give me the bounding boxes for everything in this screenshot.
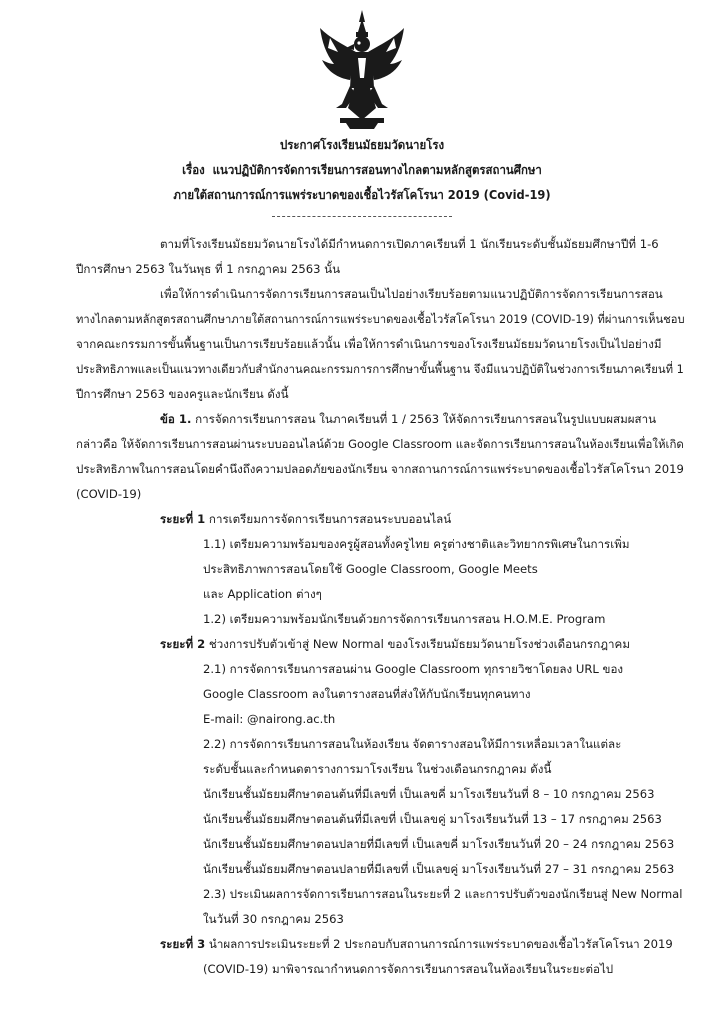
clause1-line3: ประสิทธิภาพในการสอนโดยคำนึงถึงความปลอดภัยของนักเรียน จากสถานการณ์การแพร่ระบาดของเชื้อไวรัสโคโรนา 2019: [76, 462, 684, 476]
phase3-line1: นำผลการประเมินระยะที่ 2 ประกอบกับสถานการณ์การแพร่ระบาดของเชื้อไวรัสโคโรนา 2019: [208, 937, 673, 951]
intro-p2-line3: จากคณะกรรมการขั้นพื้นฐานเป็นการเรียบร้อยแล้วนั้น เพื่อให้การดำเนินการของโรงเรียนมัธยมวัดนายโรงเป็นไปอย่างมี: [76, 337, 662, 351]
clause1-text: การจัดการเรียนการสอน ในภาคเรียนที่ 1 / 2563 ให้จัดการเรียนการสอนในรูปแบบผสมผสาน: [195, 412, 657, 426]
phase2-schedule-1: นักเรียนชั้นมัธยมศึกษาตอนต้นที่มีเลขที่ เป็นเลขคี่ มาโรงเรียนวันที่ 8 – 10 กรกฎาคม 2563: [203, 787, 655, 801]
phase2-title: ช่วงการปรับตัวเข้าสู่ New Normal ของโรงเรียนมัธยมวัดนายโรงช่วงเดือนกรกฎาคม: [208, 637, 630, 651]
subject-text: แนวปฏิบัติการจัดการเรียนการสอนทางไกลตามหลักสูตรสถานศึกษา: [212, 163, 542, 177]
intro-p2-line5: ปีการศึกษา 2563 ของครูและนักเรียน ดังนี้: [76, 387, 289, 401]
intro-p2-line1: เพื่อให้การดำเนินการจัดการเรียนการสอนเป็นไปอย่างเรียบร้อยตามแนวปฏิบัติการจัดการเรียนการสอน: [160, 287, 663, 301]
clause1-line4: (COVID-19): [76, 487, 142, 501]
announcement-subject: [22, 163, 702, 178]
phase3-heading: [160, 937, 673, 952]
phase2-schedule-4: นักเรียนชั้นมัธยมศึกษาตอนปลายที่มีเลขที่ เป็นเลขคู่ มาโรงเรียนวันที่ 27 – 31 กรกฎาคม 2563: [203, 862, 675, 876]
intro-p1-line2: ปีการศึกษา 2563 ในวันพุธ ที่ 1 กรกฎาคม 2563 นั้น: [76, 262, 341, 276]
phase2-item2-line1: 2.2) การจัดการเรียนการสอนในห้องเรียน จัดตารางสอนให้มีการเหลื่อมเวลาในแต่ละ: [203, 737, 622, 751]
phase2-schedule-3: นักเรียนชั้นมัธยมศึกษาตอนปลายที่มีเลขที่ เป็นเลขคี่ มาโรงเรียนวันที่ 20 – 24 กรกฎาคม 2563: [203, 837, 675, 851]
phase3-label: ระยะที่ 3: [160, 937, 206, 951]
header-divider: [272, 216, 452, 217]
phase1-label: ระยะที่ 1: [160, 512, 206, 526]
garuda-emblem-icon: [316, 8, 408, 130]
announcement-title: ประกาศโรงเรียนมัธยมวัดนายโรง: [279, 138, 445, 152]
clause1-label: ข้อ 1.: [160, 412, 192, 426]
clause1-line2: กล่าวคือ ให้จัดการเรียนการสอนผ่านระบบออนไลน์ด้วย Google Classroom และจัดการเรียนการสอนในห้องเรียนเพื่อให้เกิด: [76, 437, 684, 451]
phase1-item1-line2: ประสิทธิภาพการสอนโดยใช้ Google Classroom, Google Meets: [203, 562, 538, 576]
phase2-item1-line1: 2.1) การจัดการเรียนการสอนผ่าน Google Classroom ทุกรายวิชาโดยลง URL ของ: [203, 662, 624, 676]
phase1-item2: 1.2) เตรียมความพร้อมนักเรียนด้วยการจัดการเรียนการสอน H.O.M.E. Program: [203, 612, 606, 626]
phase2-item2-line2: ระดับชั้นและกำหนดตารางการมาโรงเรียน ในช่วงเดือนกรกฎาคม ดังนี้: [203, 762, 552, 776]
announcement-subject-line2: ภายใต้สถานการณ์การแพร่ระบาดของเชื้อไวรัสโคโรนา 2019 (Covid-19): [173, 188, 551, 202]
phase3-line2: (COVID-19) มาพิจารณากำหนดการจัดการเรียนการสอนในห้องเรียนในระยะต่อไป: [203, 962, 614, 976]
clause1-line1: [160, 412, 656, 427]
phase1-item1-line3: และ Application ต่างๆ: [203, 587, 322, 601]
phase2-item1-line2: Google Classroom ลงในตารางสอนที่ส่งให้กับนักเรียนทุกคนทาง: [203, 687, 531, 701]
phase2-label: ระยะที่ 2: [160, 637, 206, 651]
phase2-item3-line1: 2.3) ประเมินผลการจัดการเรียนการสอนในระยะที่ 2 และการปรับตัวของนักเรียนสู่ New Normal: [203, 887, 683, 901]
phase2-heading: [160, 637, 630, 652]
phase1-item1-line1: 1.1) เตรียมความพร้อมของครูผู้สอนทั้งครูไทย ครูต่างชาติและวิทยากรพิเศษในการเพิ่ม: [203, 537, 630, 551]
phase2-item1-line3: E-mail: @nairong.ac.th: [203, 712, 336, 726]
phase1-title: การเตรียมการจัดการเรียนการสอนระบบออนไลน์: [208, 512, 452, 526]
phase1-heading: [160, 512, 451, 527]
phase2-schedule-2: นักเรียนชั้นมัธยมศึกษาตอนต้นที่มีเลขที่ เป็นเลขคู่ มาโรงเรียนวันที่ 13 – 17 กรกฎาคม 2563: [203, 812, 662, 826]
subject-label: เรื่อง: [182, 163, 205, 177]
phase2-item3-line2: ในวันที่ 30 กรกฎาคม 2563: [203, 912, 344, 926]
intro-p2-line2: ทางไกลตามหลักสูตรสถานศึกษาภายใต้สถานการณ์การแพร่ระบาดของเชื้อไวรัสโคโรนา 2019 (COVID-19) ที่ผ่านการเห็นชอบ: [76, 312, 685, 326]
intro-p1-line1: ตามที่โรงเรียนมัธยมวัดนายโรงได้มีกำหนดการเปิดภาคเรียนที่ 1 นักเรียนระดับชั้นมัธยมศึกษาปีที่ 1-6: [160, 237, 659, 251]
intro-p2-line4: ประสิทธิภาพและเป็นแนวทางเดียวกับสำนักงานคณะกรรมการการศึกษาขั้นพื้นฐาน จึงมีแนวปฏิบัติในช่วงการเรียนภาคเรียนที่ 1: [76, 362, 684, 376]
